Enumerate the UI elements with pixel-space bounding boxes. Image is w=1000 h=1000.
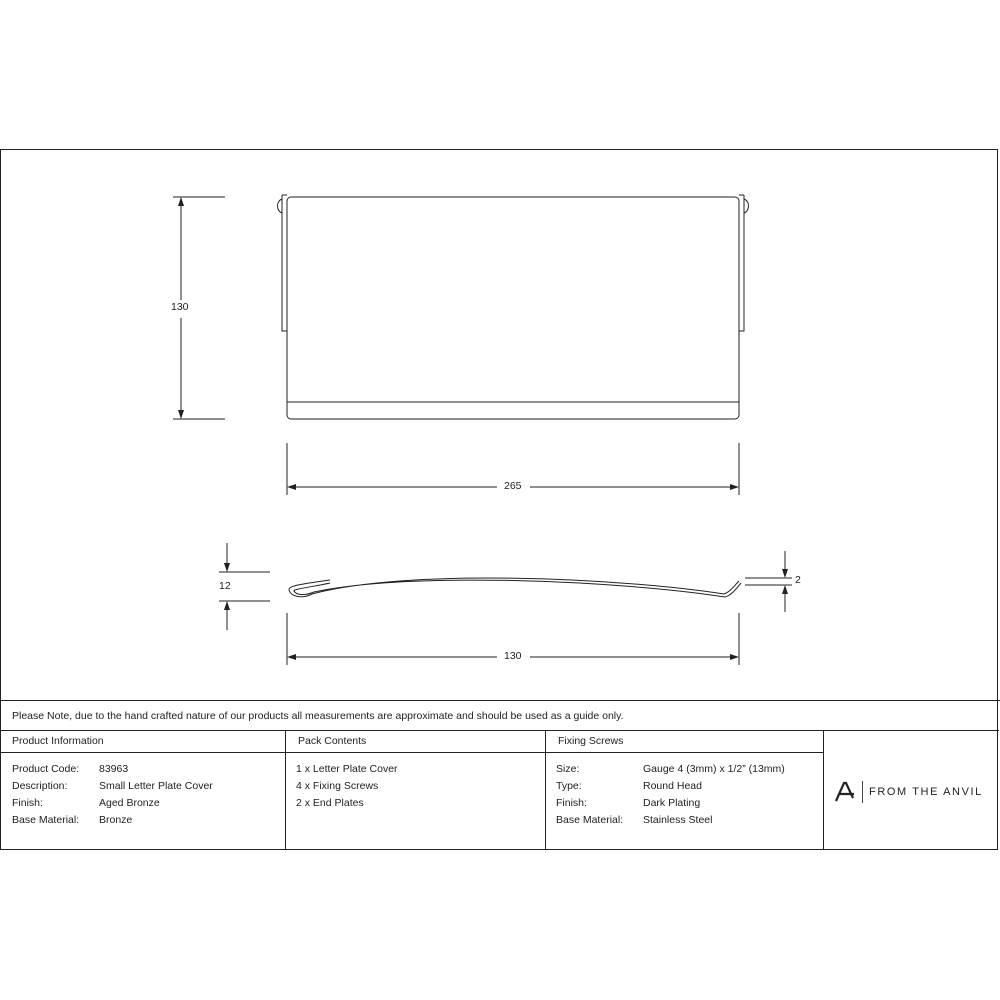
- row-label: Type:: [556, 780, 582, 792]
- row-label: Base Material:: [12, 814, 80, 826]
- dim-side-tip: 2: [792, 574, 804, 586]
- side-profile: [289, 578, 741, 597]
- fixing-screws-section: [546, 730, 824, 850]
- row-label: Product Code:: [12, 763, 80, 775]
- pack-item: 1 x Letter Plate Cover: [296, 763, 398, 775]
- measurement-note: Please Note, due to the hand crafted nature of our products all measurements are approximate and should be used as a guide only.: [0, 700, 1000, 730]
- left-hinge: [278, 195, 288, 331]
- dim-top-width: 265: [501, 480, 525, 492]
- dim-side-depth: 130: [501, 650, 525, 662]
- pack-item: 4 x Fixing Screws: [296, 780, 379, 792]
- row-label: Finish:: [12, 797, 43, 809]
- screw-material-row: [546, 812, 823, 829]
- base-material-row: [0, 812, 285, 829]
- row-label: Finish:: [556, 797, 587, 809]
- screw-size-row: [546, 761, 823, 778]
- spec-table: [0, 730, 1000, 851]
- description-row: [0, 778, 285, 795]
- brand-name: FROM THE ANVIL: [869, 786, 983, 798]
- row-value: Bronze: [99, 814, 133, 826]
- row-value: 83963: [99, 763, 129, 775]
- row-value: Gauge 4 (3mm) x 1/2” (13mm): [643, 763, 785, 775]
- anvil-a-logo-icon: [834, 781, 856, 803]
- right-hinge: [739, 195, 749, 331]
- pack-item: 2 x End Plates: [296, 797, 364, 809]
- brand-separator: [862, 781, 863, 803]
- screw-type-row: [546, 778, 823, 795]
- row-value: Aged Bronze: [99, 797, 160, 809]
- row-value: Small Letter Plate Cover: [99, 780, 213, 792]
- row-label: Size:: [556, 763, 580, 775]
- dim-top-height: 130: [168, 301, 192, 313]
- pack-contents-header: Pack Contents: [286, 731, 545, 753]
- finish-row: [0, 795, 285, 812]
- plate-outline: [287, 197, 739, 419]
- row-label: Base Material:: [556, 814, 624, 826]
- row-value: Dark Plating: [643, 797, 701, 809]
- row-label: Description:: [12, 780, 68, 792]
- row-value: Round Head: [643, 780, 702, 792]
- product-code-row: [0, 761, 285, 778]
- brand-block: [824, 730, 999, 850]
- dim-side-height: 12: [216, 580, 234, 592]
- product-information-section: [0, 730, 286, 850]
- pack-contents-section: [286, 730, 546, 850]
- fixing-screws-header: Fixing Screws: [546, 731, 823, 753]
- row-value: Stainless Steel: [643, 814, 713, 826]
- screw-finish-row: [546, 795, 823, 812]
- product-information-header: Product Information: [0, 731, 285, 753]
